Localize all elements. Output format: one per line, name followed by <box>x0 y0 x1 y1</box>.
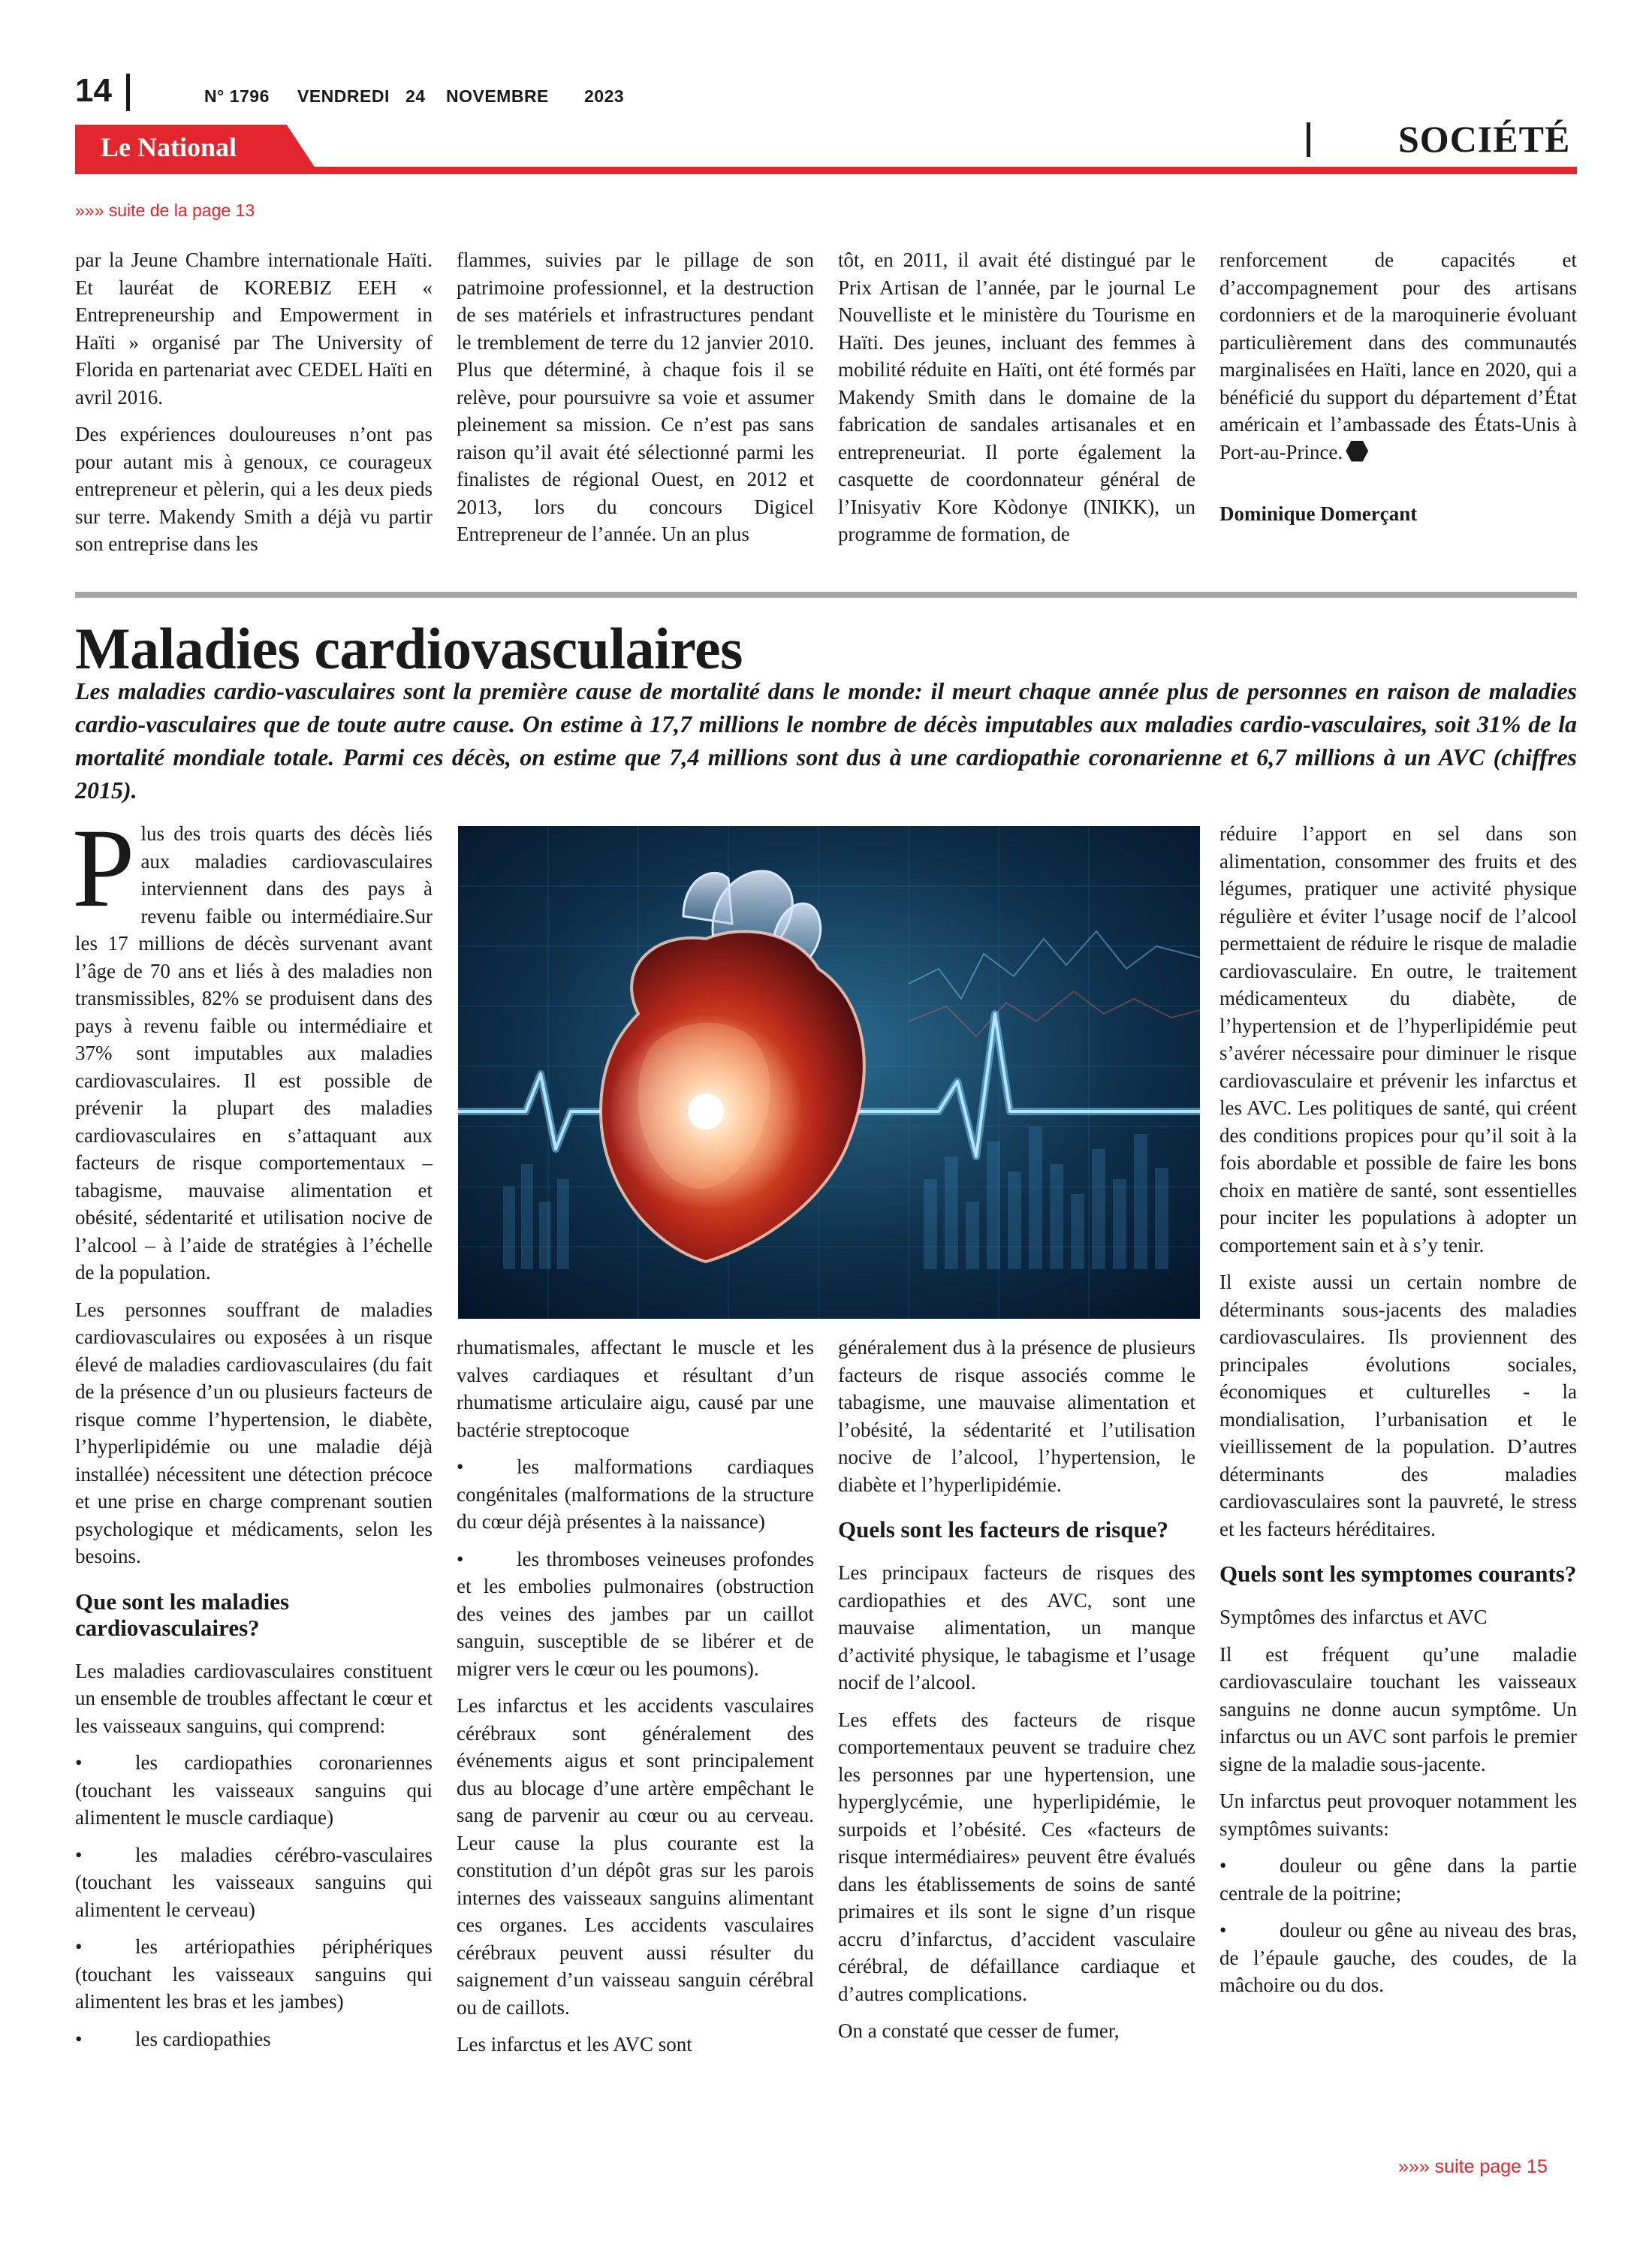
article-paragraph: Les maladies cardiovasculaires constituent un ensemble de troubles affectant le cœur et les vaisseaux sanguins, qui comprend: <box>75 1659 433 1737</box>
top-article-column-1 <box>75 246 433 558</box>
issue-year: 2023 <box>584 86 625 106</box>
top-article-paragraph: tôt, en 2011, il avait été distingué par le Prix Artisan de l’année, par le journal Le Nouvelliste et le ministère du Tourisme en Haïti. Des jeunes, incluant des femmes à mobilité réduite en Haïti, ont été formés par Makendy Smith dans le domaine de la fabrication de sandales artisanales et en entrepreneuriat. Il porte également la casquette de coordonnateur général de l’Inisyativ Kore Kòdonye (INIKK), un programme de formation, de <box>838 249 1195 545</box>
article-paragraph: réduire l’apport en sel dans son alimentation, consommer des fruits et des légumes, pratiquer une activité physique régulière et éviter l’usage nocif de l’alcool permettaient de réduire le risque de maladie cardiovasculaire. En outre, le traitement médicamenteux du diabète, de l’hypertension et de l’hyperlipidémie peut s’avérer nécessaire pour diminuer le risque cardiovasculaire et prévenir les infarctus et les AVC. Les politiques de santé, qui créent des conditions propices pour qu’il soit à la fois abordable et possible de faire les bons choix en matière de santé, sont essentielles pour inciter les populations à adopter un comportement sain et à s’y tenir. <box>1219 822 1577 1256</box>
top-article-paragraph: flammes, suivies par le pillage de son patrimoine professionnel, et la destruction de ses matériels et infrastructures pendant le tremblement de terre du 12 janvier 2010. Plus que déterminé, à chaque fois il se relève, pour poursuivre sa voie et assumer pleinement sa mission. Ce n’est pas sans raison qu’il avait été sélectionné parmi les finalistes de régional Ouest, en 2012 et 2013, lors du concours Digicel Entrepreneur de l’année. Un an plus <box>457 249 814 545</box>
article-paragraph: Un infarctus peut provoquer notamment les symptômes suivants: <box>1219 1790 1577 1840</box>
end-of-article-icon <box>1346 441 1368 462</box>
bullet-icon: • <box>75 1935 83 1958</box>
heart-ecg-icon <box>458 826 1200 1319</box>
bullet-icon: • <box>75 2027 83 2050</box>
list-item-text: douleur ou gêne au niveau des bras, de l’épaule gauche, des coudes, de la mâchoire ou du dos. <box>1219 1919 1577 1996</box>
article-paragraph: généralement dus à la présence de plusieurs facteurs de risque associés comme le tabagisme, une mauvaise alimentation et l’obésité, la sédentarité et l’utilisation nocive de l’alcool, l’hypertension, le diabète et l’hyperlipidémie. <box>838 1336 1195 1496</box>
list-item <box>457 1546 814 1683</box>
list-item <box>1219 1852 1577 1907</box>
article-column-1 <box>72 806 433 2062</box>
article-paragraph <box>72 806 433 1286</box>
top-article-paragraph: Des expériences douloureuses n’ont pas pour autant mis à genoux, ce courageux entrepreneur et pèlerin, qui a les deux pieds sur terre. Makendy Smith a déjà vu partir son entreprise dans les <box>75 423 433 555</box>
bullet-icon: • <box>1219 1919 1227 1941</box>
article-paragraph: On a constaté que cesser de fumer, <box>838 2019 1120 2042</box>
top-article-paragraph: par la Jeune Chambre internationale Haïti. Et lauréat de KOREBIZ EEH « Entrepreneurship and Empowerment in Haïti » organisé par The University of Florida en partenariat avec CEDEL Haïti en avril 2016. <box>75 249 433 409</box>
article-column-4 <box>1219 820 1577 2009</box>
list-item <box>75 1749 433 1832</box>
heart-illustration <box>458 826 1200 1319</box>
article-column-2 <box>457 1334 814 2058</box>
top-article-final-text: renforcement de capacités et d’accompagnement pour des artisans cordonniers et de la maroquinerie évoluant particulièrement dans des communautés marginalisées en Haïti, lance en 2020, qui a bénéficié du support du département d’État américain et l’ambassade des États-Unis à Port-au-Prince. <box>1219 249 1577 463</box>
list-item <box>75 2025 433 2053</box>
subheading: Que sont les maladies cardiovasculaires? <box>75 1588 290 1641</box>
list-item-text: douleur ou gêne dans la partie centrale de la poitrine; <box>1219 1854 1577 1905</box>
article-title: Maladies cardiovasculaires <box>75 616 743 681</box>
article-paragraph: Il existe aussi un certain nombre de déterminants sous-jacents des maladies cardiovasculaires. Ils proviennent des principales évolutions sociales, économiques et culturelles - la mondialisation, l’urbanisation et le vieillissement de la population. D’autres déterminants des maladies cardiovasculaires sont la pauvreté, le stress et les facteurs héréditaires. <box>1219 1271 1577 1540</box>
bullet-icon: • <box>75 1843 83 1866</box>
drop-cap: P <box>72 806 135 930</box>
list-item-text: les maladies cérébro-vasculaires (touchant les vaisseaux sanguins qui alimentent le cerveau) <box>75 1843 433 1921</box>
page-number: 14 <box>75 72 112 109</box>
article-divider <box>75 592 1577 598</box>
bullet-icon: • <box>75 1751 83 1774</box>
article-paragraph: Les principaux facteurs de risques des cardiopathies et des AVC, sont une mauvaise alimentation, un manque d’activité physique, le tabagisme et l’usage nocif de l’alcool. <box>838 1561 1195 1694</box>
top-article-column-3 <box>838 246 1195 548</box>
header-rule <box>75 167 1577 174</box>
list-item-text: les artériopathies périphériques (touchant les vaisseaux sanguins qui alimentent les bras et les jambes) <box>75 1935 433 2013</box>
list-item-text: les cardiopathies <box>135 2027 271 2050</box>
article-paragraph: Les effets des facteurs de risque comportementaux peuvent se traduire chez les personnes par une hypertension, une hyperglycémie, une hyperlipidémie, le surpoids et l’obésité. Ces «facteurs de risque intermédiaires» peuvent être évalués dans les établissements de soins de santé primaires et ils sont le signe d’un risque accru d’infarctus, d’accident vasculaire cérébral, de défaillance cardiaque et d’autres complications. <box>838 1708 1195 2005</box>
article-paragraph: Il est fréquent qu’une maladie cardiovasculaire touchant les vaisseaux sanguins ne donne aucun symptôme. Un infarctus ou un AVC sont parfois le premier signe de la maladie sous-jacente. <box>1219 1642 1577 1775</box>
article-paragraph: Les personnes souffrant de maladies cardiovasculaires ou exposées à un risque élevé de maladies cardiovasculaires (du fait de la présence d’un ou plusieurs facteurs de risque comme l’hypertension, le diabète, l’hyperlipidémie ou une maladie déjà installée) nécessitent une détection précoce et une prise en charge comprenant soutien psychologique et médicaments, selon les besoins. <box>75 1298 433 1567</box>
continued-to: »»» suite page 15 <box>1398 2156 1548 2177</box>
subheading: Quels sont les facteurs de risque? <box>838 1516 1169 1543</box>
author-byline: Dominique Domerçant <box>1219 502 1418 525</box>
list-item-text: les cardiopathies coronariennes (touchant les vaisseaux sanguins qui alimentent le muscle cardiaque) <box>75 1751 433 1829</box>
article-paragraph: Les infarctus et les AVC sont <box>457 2033 692 2055</box>
article-column-3 <box>838 1334 1195 2045</box>
issue-month: NOVEMBRE <box>446 86 549 106</box>
list-item <box>457 1453 814 1536</box>
list-item-text: les malformations cardiaques congénitales (malformations de la structure du cœur déjà présentes à la naissance) <box>457 1455 814 1533</box>
list-item <box>75 1841 433 1924</box>
list-item-text: les thromboses veineuses profondes et les embolies pulmonaires (obstruction des veines des jambes par un caillot sanguin, susceptible de se libérer et de migrer vers le cœur ou les poumons). <box>457 1547 814 1680</box>
continued-from: »»» suite de la page 13 <box>75 201 255 220</box>
section-divider <box>1307 122 1310 157</box>
issue-day: 24 <box>405 86 426 106</box>
page-number-divider <box>126 74 130 111</box>
article-paragraph: Les infarctus et les accidents vasculaires cérébraux sont généralement des événements aigus et sont principalement dus au blocage d’une artère empêchant le sang de parvenir au cœur ou au cerveau. Leur cause la plus courante est la constitution d’un dépôt gras sur les parois internes des vaisseaux sanguins alimentant ces organes. Les accidents vasculaires cérébraux peuvent aussi résulter du saignement d’un vaisseau sanguin cérébral ou de caillots. <box>457 1694 814 2019</box>
issue-weekday: VENDREDI <box>297 86 390 106</box>
bullet-icon: • <box>457 1455 464 1478</box>
top-article-paragraph <box>1219 246 1577 466</box>
list-item <box>1219 1917 1577 1999</box>
list-item <box>75 1933 433 2016</box>
article-paragraph-text: lus des trois quarts des décès liés aux maladies cardiovasculaires interviennent dans des pays à revenu faible ou intermédiaire.Sur les 17 millions de décès survenant avant l’âge de 70 ans et liés à des maladies non transmissibles, 82% se produisent dans des pays à revenu faible ou intermédiaire et 37% sont imputables aux maladies cardiovasculaires. Il est possible de prévenir la plupart des maladies cardiovasculaires en s’attaquant aux facteurs de risque comportementaux – tabagisme, mauvaise alimentation et obésité, sédentarité et utilisation nocive de l’alcool – à l’aide de stratégies à l’échelle de la population. <box>75 822 433 1283</box>
section-name: SOCIÉTÉ <box>1398 118 1571 160</box>
newspaper-brand: Le National <box>101 132 237 162</box>
issue-number: N° 1796 <box>204 86 270 106</box>
subheading: Quels sont les symptomes courants? <box>1219 1561 1577 1587</box>
article-lead: Les maladies cardio-vasculaires sont la première cause de mortalité dans le monde: il meurt chaque année plus de personnes en raison de maladies cardio-vasculaires que de toute autre cause. On estime à 17,7 millions le nombre de décès imputables aux maladies cardio-vasculaires, soit 31% de la mortalité mondiale totale. Parmi ces décès, on estime que 7,4 millions sont dus à une cardiopathie coronarienne et 6,7 millions à un AVC (chiffres 2015). <box>75 677 1577 804</box>
article-paragraph: Symptômes des infarctus et AVC <box>1219 1606 1488 1628</box>
top-article-column-4 <box>1219 246 1577 528</box>
top-article-column-2 <box>457 246 814 548</box>
bullet-icon: • <box>1219 1854 1227 1877</box>
bullet-icon: • <box>457 1547 464 1570</box>
article-paragraph: rhumatismales, affectant le muscle et les valves cardiaques et résultant d’un rhumatisme articulaire aigu, causé par une bactérie streptocoque <box>457 1336 814 1441</box>
